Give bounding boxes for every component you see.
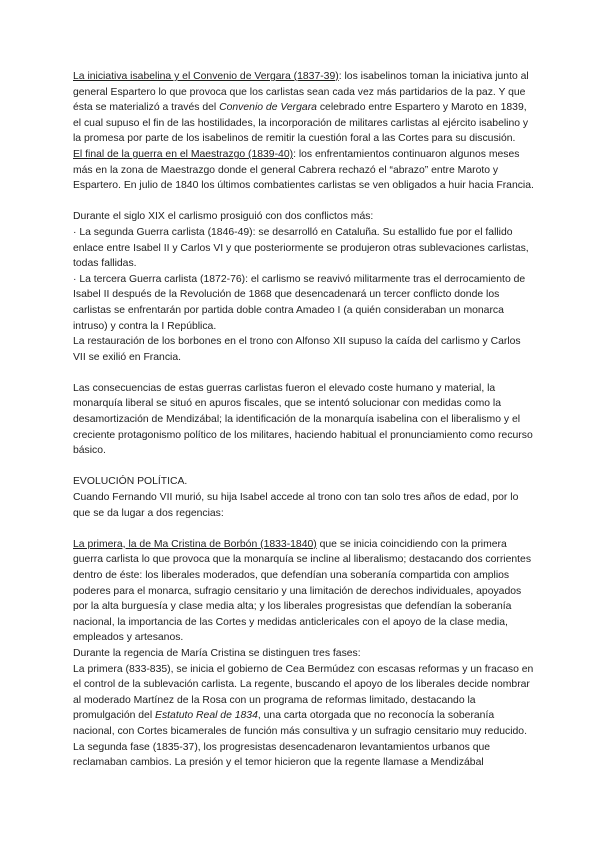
paragraph-restauracion: La restauración de los borbones en el trono con Alfonso XII supuso la caída del carlismo y Carlos VII se exilió en Francia. — [73, 336, 521, 363]
paragraph-text: que se inicia coincidiendo con la primera guerra carlista lo que provoca que la monarquía se incline al liberalismo; destacando dos corrientes dentro de éste: los liberales moderados, que defendían una soberanía compartida con amplios poderes para el monarca, sufragio censitario y una limitación de derechos individuales, apoyados por la alta burguesía y clase media alta; y los liberales progresistas que defendían la soberanía nacional, la importancia de las Cortes y medidas anticlericales con el apoyo de la clase media, empleados y artesanos. — [73, 538, 532, 644]
section-heading-vergara: La iniciativa isabelina y el Convenio de Vergara (1837-39) — [73, 71, 339, 82]
document-body — [73, 69, 535, 771]
paragraph-maestrazgo — [73, 147, 535, 194]
paragraph-regencia-cristina — [73, 537, 535, 646]
paragraph-consecuencias: Las consecuencias de estas guerras carlistas fueron el elevado coste humano y material, la monarquía liberal se situó en apuros fiscales, que se intentó solucionar con medidas como la desamortización de Mendizábal; la identificación de la monarquía isabelina con el liberalismo y el creciente protagonismo político de los militares, haciendo habitual el pronunciamiento como recurso básico. — [73, 382, 533, 457]
paragraph-gap — [73, 459, 535, 475]
paragraph-text: , una carta otorgada que no reconocía la soberanía nacional, con Cortes bicamerales de función más consultiva y un sufragio censitario muy reducido. — [73, 710, 527, 737]
paragraph-text: : los isabelinos toman la iniciativa junto al general Espartero lo que provoca que los carlistas sean cada vez más partidarios de la paz. Y que ésta se materializó a través del — [73, 71, 529, 114]
paragraph-segunda-fase: La segunda fase (1835-37), los progresistas desencadenaron levantamientos urbanos que reclamaban cambios. La presión y el temor hicieron que la regente llamase a Mendizábal — [73, 741, 491, 769]
section-heading-maestrazgo: El final de la guerra en el Maestrazgo (1839-40) — [73, 148, 294, 160]
paragraph-gap — [73, 521, 535, 537]
list-item-tercera-guerra: · La tercera Guerra carlista (1872-76): el carlismo se reavivó militarmente tras el derrocamiento de Isabel II después de la Revolución de 1868 que desencadenará un tercer conflicto donde los carlistas se enfrentarán por partida doble contra Amadeo I (a quién consideraban un monarca intruso) y contra la I República. — [73, 273, 526, 332]
paragraph-gap — [73, 194, 535, 210]
emphasis-convenio: Convenio de Vergara — [219, 102, 317, 114]
paragraph-text: : los enfrentamientos continuaron algunos meses más en la zona de Maestrazgo donde el general Cabrera rechazó el “abrazo” entre Maroto y Espartero. En julio de 1840 los últimos combatientes carlistas se ven obligados a huir hacia Francia. — [73, 148, 534, 192]
emphasis-estatuto: Estatuto Real de 1834 — [155, 710, 258, 722]
section-title-evolucion: EVOLUCIÓN POLÍTICA. — [73, 476, 188, 488]
section-heading-primera-regencia: La primera, la de Ma Cristina de Borbón (1833-1840) — [73, 538, 317, 550]
paragraph-regencias-intro: Cuando Fernando VII murió, su hija Isabel accede al trono con tan solo tres años de edad, por lo que se da lugar a dos regencias: — [73, 492, 519, 519]
paragraph-primera-fase — [73, 662, 535, 740]
paragraph-convenio-vergara — [73, 69, 535, 147]
paragraph-carlismo-intro: Durante el siglo XIX el carlismo prosiguió con dos conflictos más: — [73, 211, 374, 223]
paragraph-text: celebrado entre Espartero y Maroto en 1839, el cual supuso el fin de las hostilidades, la incorporación de militares carlistas al ejército isabelino y la promesa por parte de los isabelinos de remitir la cuestión foral a las Cortes para su discusión. — [73, 102, 529, 145]
paragraph-text: La primera (833-835), se inicia el gobierno de Cea Bermúdez con escasas reformas y un fracaso en el control de la sublevación carlista. La regente, buscando el apoyo de los liberales decide nombrar al moderado Martínez de la Rosa con un programa de reformas limitado, destacando la promulgación del — [73, 663, 534, 722]
paragraph-tres-fases: Durante la regencia de María Cristina se distinguen tres fases: — [73, 647, 361, 659]
paragraph-gap — [73, 365, 535, 381]
list-item-segunda-guerra: · La segunda Guerra carlista (1846-49): se desarrolló en Cataluña. Su estallido fue por el fallido enlace entre Isabel II y Carlos VI y que posteriormente se produjeron otras sublevaciones carlistas, todas fallidas. — [73, 226, 529, 270]
